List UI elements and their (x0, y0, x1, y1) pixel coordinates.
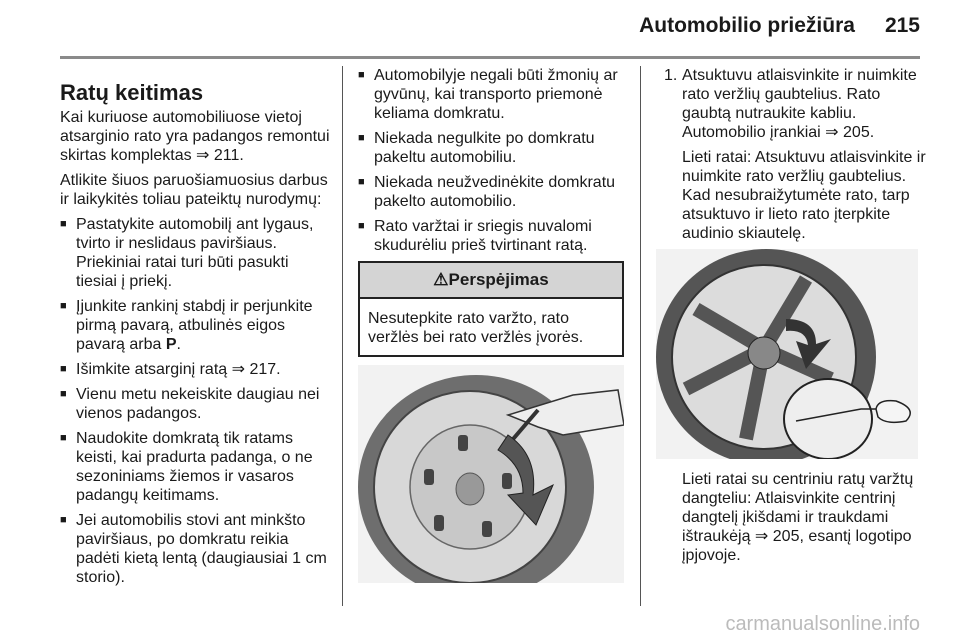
light-rims-paragraph: Lieti ratai: Atsuktuvu atlaisvinkite ir nuimkite rato veržlių gaubtelius. Kad nesubraižytumėte rato, tarp atsuktuvo ir lieto rato įterpkite audinio skiautelę. (682, 149, 926, 242)
list-item: ■ Rato varžtai ir sriegis nuvalomi skudurėliu prieš tvirtinant ratą. (358, 218, 592, 254)
list-item: ■ Niekada negulkite po domkratu pakeltu automobiliu. (358, 130, 595, 166)
chapter-title: Automobilio priežiūra (639, 14, 855, 37)
intro-paragraph: Kai kuriuose automobiliuose vietoj atsarginio rato yra padangos remontui skirtas komplektas ⇒ 211. (60, 109, 330, 164)
warning-text: Nesutepkite rato varžto, rato veržlės bei rato veržlės įvorės. (368, 310, 584, 346)
page-number: 215 (884, 14, 920, 37)
bullet-marker: ■ (60, 300, 67, 312)
alloy-wheel-illustration (656, 249, 918, 459)
bullet-marker: ■ (358, 176, 365, 188)
list-item: ■ Pastatykite automobilį ant lygaus, tvirto ir neslidaus paviršiaus. Priekiniai ratai turi būti pasukti tiesiai į priekį. (60, 216, 314, 290)
column-1 (60, 66, 330, 593)
bullet-marker: ■ (60, 363, 67, 375)
bullet-marker: ■ (358, 69, 365, 81)
list-item: ■ Naudokite domkratą tik ratams keisti, kai pradurta padanga, o ne sezoniniams žiemos ir vasaros padangų keitimams. (60, 430, 313, 504)
bullet-marker: ■ (60, 388, 67, 400)
bullet-marker: ■ (358, 220, 365, 232)
bullet-marker: ■ (60, 218, 67, 230)
column-divider-1 (342, 66, 343, 606)
step-number: 1. (664, 67, 678, 84)
list-item: ■ Išimkite atsarginį ratą ⇒ 217. (60, 361, 281, 378)
bullet-marker: ■ (358, 132, 365, 144)
warning-icon: ⚠ (433, 270, 449, 289)
bullet-marker: ■ (60, 432, 67, 444)
column-3 (664, 66, 926, 571)
step-1 (664, 66, 926, 142)
list-item: ■ Niekada neužvedinėkite domkratu pakelto automobilio. (358, 174, 616, 210)
watermark: carmanualsonline.info (725, 613, 920, 635)
warning-title: Perspėjimas (448, 270, 549, 289)
list-item: ■ Automobilyje negali būti žmonių ar gyvūnų, kai transporto priemonė keliama domkratu. (358, 67, 618, 122)
warning-box (358, 261, 624, 357)
column-2 (358, 66, 624, 588)
section-heading: Ratų keitimas (60, 80, 204, 105)
header-rule (60, 56, 920, 59)
central-bolt-paragraph: Lieti ratai su centriniu ratų varžtų dangteliu: Atlaisvinkite centrinį dangtelį įkišdami ir traukdami ištraukėją ⇒ 205, esantį logotipo įpjovoje. (682, 471, 914, 564)
page-header (639, 14, 920, 38)
list-item: ■ Įjunkite rankinį stabdį ir perjunkite pirmą pavarą, atbulinės eigos pavarą arba P. (60, 298, 313, 353)
bullet-marker: ■ (60, 514, 67, 526)
hubcap-removal-illustration (358, 365, 624, 583)
list-item: ■ Vienu metu nekeiskite daugiau nei vienos padangos. (60, 386, 320, 422)
list-item: ■ Jei automobilis stovi ant minkšto paviršiaus, po domkratu reikia padėti kietą lentą (daugiausiai 1 cm storio). (60, 512, 327, 586)
instruction-paragraph: Atlikite šiuos paruošiamuosius darbus ir laikykitės toliau pateiktų nurodymų: (60, 172, 328, 208)
warning-header (360, 263, 622, 299)
gear-p: P (165, 336, 177, 353)
step-text: Atsuktuvu atlaisvinkite ir nuimkite rato veržlių gaubtelius. Rato gaubtą nutraukite kabliu. Automobilio įrankiai ⇒ 205. (682, 67, 917, 141)
column-divider-2 (640, 66, 641, 606)
